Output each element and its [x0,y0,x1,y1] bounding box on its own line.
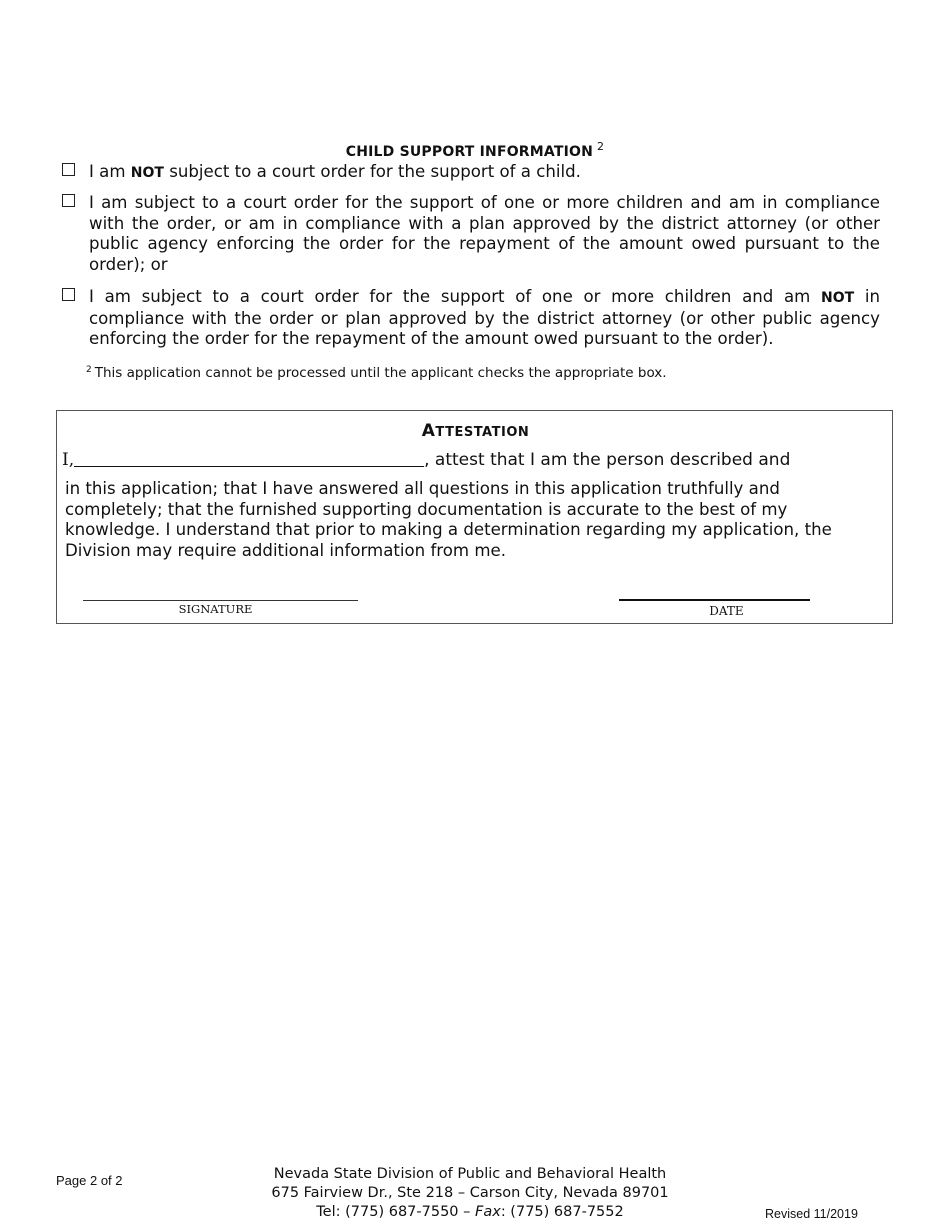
name-input-line[interactable] [74,450,424,467]
attest-lead: I, [62,450,75,470]
footnote-ref: 2 [597,140,605,153]
footer-address [200,1165,740,1222]
signature-line[interactable] [83,600,358,601]
footer-contact: Tel: (775) 687-7550 – Fax: (775) 687-7552 [316,1204,624,1220]
revision-date: Revised 11/2019 [765,1207,858,1221]
option-text: I am NOT subject to a court order for the support of a child. [89,162,581,181]
checkbox-in-compliance[interactable] [62,194,75,207]
option-in-compliance [62,193,880,275]
page-number: Page 2 of 2 [56,1173,123,1188]
attestation-box [56,410,893,624]
checkbox-not-in-compliance[interactable] [62,288,75,301]
footnote [86,365,667,381]
section-title: CHILD SUPPORT INFORMATION [345,144,594,160]
date-line[interactable] [619,599,810,601]
date-label: DATE [709,604,744,618]
option-text: I am subject to a court order for the support of one or more children and am NOT in compliance with the order or plan approved by the district attorney (or other public agency enforcing the order for the repayment of the amount owed pursuant to the order). [89,287,881,348]
option-text: I am subject to a court order for the support of one or more children and am in compliance with the order, or am in compliance with a plan approved by the district attorney (or other public agency enforcing the order for the repayment of the amount owed pursuant to the order); or [89,193,880,274]
attestation-title: ATTESTATION [421,421,530,441]
section-heading [0,140,950,160]
option-not-in-compliance [62,287,880,350]
footnote-marker: 2 [86,365,92,375]
attestation-body: in this application; that I have answered all questions in this application truthfully and completely; that the furnished supporting documentation is accurate to the best of my knowledge. I understand that prior to making a determination regarding my application, the Division may require additional information from me. [65,479,832,560]
footer-street: 675 Fairview Dr., Ste 218 – Carson City, Nevada 89701 [271,1185,669,1201]
signature-label: SIGNATURE [178,602,253,616]
attestation-name-line [62,450,790,470]
attest-statement: , attest that I am the person described and [424,450,791,470]
footer-org: Nevada State Division of Public and Behavioral Health [273,1166,667,1182]
option-not-subject [62,162,880,184]
checkbox-not-subject[interactable] [62,163,75,176]
footnote-text: This application cannot be processed until the applicant checks the appropriate box. [94,365,667,381]
